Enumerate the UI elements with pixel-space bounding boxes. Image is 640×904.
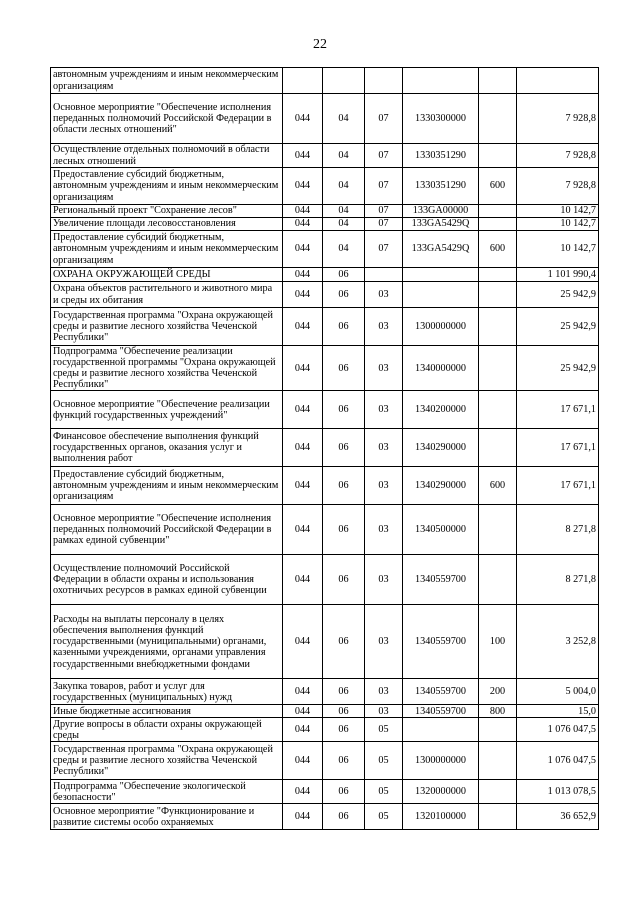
row-pr: 07 (365, 168, 403, 205)
row-vr: 800 (479, 705, 517, 718)
row-sum: 5 004,0 (517, 679, 599, 705)
budget-table (50, 67, 599, 830)
row-ved: 044 (283, 742, 323, 780)
row-vr (479, 742, 517, 780)
row-rz: 04 (323, 144, 365, 168)
row-rz: 06 (323, 605, 365, 679)
table-row (51, 742, 599, 780)
row-name: Финансовое обеспечение выполнения функций государственных органов, оказания услуг и выполнения работ (51, 429, 283, 467)
row-sum: 7 928,8 (517, 144, 599, 168)
row-name: Другие вопросы в области охраны окружающей среды (51, 718, 283, 742)
row-ved: 044 (283, 282, 323, 308)
row-csr (403, 282, 479, 308)
row-ved: 044 (283, 718, 323, 742)
table-row (51, 391, 599, 429)
row-sum: 8 271,8 (517, 505, 599, 555)
row-pr: 03 (365, 467, 403, 505)
row-name: Государственная программа "Охрана окружающей среды и развитие лесного хозяйства Чеченской Республики" (51, 308, 283, 346)
table-row (51, 467, 599, 505)
row-rz: 06 (323, 391, 365, 429)
row-pr: 03 (365, 282, 403, 308)
row-csr: 1340559700 (403, 705, 479, 718)
table-row (51, 268, 599, 282)
row-ved: 044 (283, 505, 323, 555)
row-rz: 06 (323, 742, 365, 780)
row-csr: 1330300000 (403, 94, 479, 144)
row-ved: 044 (283, 605, 323, 679)
row-vr (479, 68, 517, 94)
row-pr (365, 268, 403, 282)
row-name: Основное мероприятие "Обеспечение исполнения переданных полномочий Российской Федерации в рамках единой субвенции" (51, 505, 283, 555)
row-name: ОХРАНА ОКРУЖАЮЩЕЙ СРЕДЫ (51, 268, 283, 282)
row-name: Подпрограмма "Обеспечение реализации государственной программы "Охрана окружающей среды и развитие лесного хозяйства Чеченской Республики" (51, 346, 283, 391)
row-sum: 8 271,8 (517, 555, 599, 605)
row-vr (479, 718, 517, 742)
row-ved: 044 (283, 780, 323, 804)
table-row (51, 68, 599, 94)
row-ved: 044 (283, 205, 323, 218)
row-pr: 03 (365, 308, 403, 346)
row-sum: 17 671,1 (517, 429, 599, 467)
row-pr: 03 (365, 679, 403, 705)
row-rz: 06 (323, 505, 365, 555)
row-sum: 1 101 990,4 (517, 268, 599, 282)
row-rz: 04 (323, 94, 365, 144)
row-rz: 04 (323, 168, 365, 205)
row-vr (479, 391, 517, 429)
row-vr (479, 505, 517, 555)
row-csr: 1340200000 (403, 391, 479, 429)
row-vr (479, 780, 517, 804)
row-vr: 600 (479, 467, 517, 505)
row-pr: 07 (365, 94, 403, 144)
row-rz: 06 (323, 308, 365, 346)
row-vr (479, 308, 517, 346)
row-rz: 06 (323, 268, 365, 282)
row-vr (479, 555, 517, 605)
row-ved: 044 (283, 429, 323, 467)
row-pr: 07 (365, 205, 403, 218)
table-row (51, 205, 599, 218)
row-sum: 17 671,1 (517, 467, 599, 505)
row-csr: 1340290000 (403, 467, 479, 505)
table-row (51, 231, 599, 268)
table-row (51, 605, 599, 679)
row-name: Предоставление субсидий бюджетным, автономным учреждениям и иным некоммерческим организациям (51, 231, 283, 268)
row-rz: 04 (323, 231, 365, 268)
row-vr: 200 (479, 679, 517, 705)
row-name: Иные бюджетные ассигнования (51, 705, 283, 718)
row-pr: 07 (365, 231, 403, 268)
row-rz: 06 (323, 429, 365, 467)
row-ved: 044 (283, 218, 323, 231)
row-vr (479, 218, 517, 231)
row-sum: 15,0 (517, 705, 599, 718)
row-rz: 06 (323, 705, 365, 718)
row-pr: 03 (365, 391, 403, 429)
row-pr: 05 (365, 804, 403, 830)
row-sum: 10 142,7 (517, 205, 599, 218)
row-pr (365, 68, 403, 94)
row-name: Увеличение площади лесовосстановления (51, 218, 283, 231)
row-vr (479, 429, 517, 467)
row-csr: 1300000000 (403, 308, 479, 346)
table-row (51, 429, 599, 467)
row-name: Государственная программа "Охрана окружающей среды и развитие лесного хозяйства Чеченской Республики" (51, 742, 283, 780)
table-row (51, 555, 599, 605)
row-sum: 17 671,1 (517, 391, 599, 429)
row-csr: 1300000000 (403, 742, 479, 780)
row-name: Основное мероприятие "Функционирование и развитие системы особо охраняемых (51, 804, 283, 830)
row-pr: 05 (365, 742, 403, 780)
row-pr: 07 (365, 144, 403, 168)
row-ved: 044 (283, 705, 323, 718)
row-vr (479, 268, 517, 282)
row-csr (403, 718, 479, 742)
row-csr: 1340559700 (403, 679, 479, 705)
row-csr: 133GA5429Q (403, 231, 479, 268)
row-csr: 1340290000 (403, 429, 479, 467)
row-vr (479, 804, 517, 830)
row-csr: 1340000000 (403, 346, 479, 391)
row-name: Осуществление отдельных полномочий в области лесных отношений (51, 144, 283, 168)
table-row (51, 804, 599, 830)
row-name: Основное мероприятие "Обеспечение реализации функций государственных учреждений" (51, 391, 283, 429)
row-pr: 03 (365, 505, 403, 555)
row-csr: 133GA00000 (403, 205, 479, 218)
row-csr: 133GA5429Q (403, 218, 479, 231)
row-sum: 36 652,9 (517, 804, 599, 830)
row-ved (283, 68, 323, 94)
row-ved: 044 (283, 268, 323, 282)
row-ved: 044 (283, 346, 323, 391)
table-row (51, 718, 599, 742)
row-pr: 03 (365, 605, 403, 679)
row-name: Закупка товаров, работ и услуг для государственных (муниципальных) нужд (51, 679, 283, 705)
row-sum: 7 928,8 (517, 168, 599, 205)
row-name: Охрана объектов растительного и животного мира и среды их обитания (51, 282, 283, 308)
table-row (51, 94, 599, 144)
row-rz: 04 (323, 218, 365, 231)
row-vr (479, 346, 517, 391)
row-csr: 1320100000 (403, 804, 479, 830)
row-sum: 7 928,8 (517, 94, 599, 144)
row-csr: 1340559700 (403, 555, 479, 605)
row-ved: 044 (283, 144, 323, 168)
row-ved: 044 (283, 467, 323, 505)
budget-table-body (51, 68, 599, 830)
row-sum: 10 142,7 (517, 231, 599, 268)
row-sum (517, 68, 599, 94)
table-row (51, 308, 599, 346)
row-ved: 044 (283, 679, 323, 705)
table-row (51, 346, 599, 391)
row-ved: 044 (283, 94, 323, 144)
row-rz (323, 68, 365, 94)
row-rz: 06 (323, 467, 365, 505)
table-row (51, 505, 599, 555)
page-number: 22 (313, 37, 327, 52)
row-rz: 06 (323, 555, 365, 605)
row-ved: 044 (283, 555, 323, 605)
row-vr (479, 94, 517, 144)
row-pr: 05 (365, 780, 403, 804)
row-csr: 1320000000 (403, 780, 479, 804)
row-name: Осуществление полномочий Российской Федерации в области охраны и использования охотничьих ресурсов в рамках единой субвенции (51, 555, 283, 605)
row-ved: 044 (283, 231, 323, 268)
row-rz: 06 (323, 346, 365, 391)
row-vr (479, 144, 517, 168)
row-csr: 1330351290 (403, 168, 479, 205)
row-name: Подпрограмма "Обеспечение экологической безопасности" (51, 780, 283, 804)
table-row (51, 144, 599, 168)
row-name: Расходы на выплаты персоналу в целях обеспечения выполнения функций государственными (муниципальными) органами, казенными учреждениями, органами управления государственными внебюджетными фондами (51, 605, 283, 679)
row-vr (479, 205, 517, 218)
row-ved: 044 (283, 308, 323, 346)
row-sum: 25 942,9 (517, 346, 599, 391)
row-csr: 1330351290 (403, 144, 479, 168)
row-pr: 03 (365, 555, 403, 605)
row-rz: 06 (323, 804, 365, 830)
row-sum: 10 142,7 (517, 218, 599, 231)
row-sum: 25 942,9 (517, 282, 599, 308)
row-name: Основное мероприятие "Обеспечение исполнения переданных полномочий Российской Федерации в области лесных отношений" (51, 94, 283, 144)
row-pr: 03 (365, 705, 403, 718)
table-row (51, 705, 599, 718)
row-rz: 04 (323, 205, 365, 218)
row-csr: 1340500000 (403, 505, 479, 555)
table-row (51, 282, 599, 308)
table-row (51, 780, 599, 804)
row-sum: 1 076 047,5 (517, 718, 599, 742)
row-vr: 600 (479, 168, 517, 205)
row-name: автономным учреждениям и иным некоммерческим организациям (51, 68, 283, 94)
row-ved: 044 (283, 391, 323, 429)
row-vr: 600 (479, 231, 517, 268)
row-ved: 044 (283, 168, 323, 205)
table-row (51, 679, 599, 705)
row-rz: 06 (323, 780, 365, 804)
row-name: Предоставление субсидий бюджетным, автономным учреждениям и иным некоммерческим организациям (51, 168, 283, 205)
row-rz: 06 (323, 718, 365, 742)
row-sum: 25 942,9 (517, 308, 599, 346)
row-vr: 100 (479, 605, 517, 679)
row-sum: 1 013 078,5 (517, 780, 599, 804)
row-name: Региональный проект "Сохранение лесов" (51, 205, 283, 218)
row-csr: 1340559700 (403, 605, 479, 679)
row-sum: 3 252,8 (517, 605, 599, 679)
table-row (51, 168, 599, 205)
row-csr (403, 68, 479, 94)
row-pr: 03 (365, 346, 403, 391)
row-name: Предоставление субсидий бюджетным, автономным учреждениям и иным некоммерческим организациям (51, 467, 283, 505)
row-pr: 07 (365, 218, 403, 231)
row-rz: 06 (323, 679, 365, 705)
row-rz: 06 (323, 282, 365, 308)
row-sum: 1 076 047,5 (517, 742, 599, 780)
row-csr (403, 268, 479, 282)
table-row (51, 218, 599, 231)
row-pr: 05 (365, 718, 403, 742)
row-ved: 044 (283, 804, 323, 830)
row-pr: 03 (365, 429, 403, 467)
row-vr (479, 282, 517, 308)
